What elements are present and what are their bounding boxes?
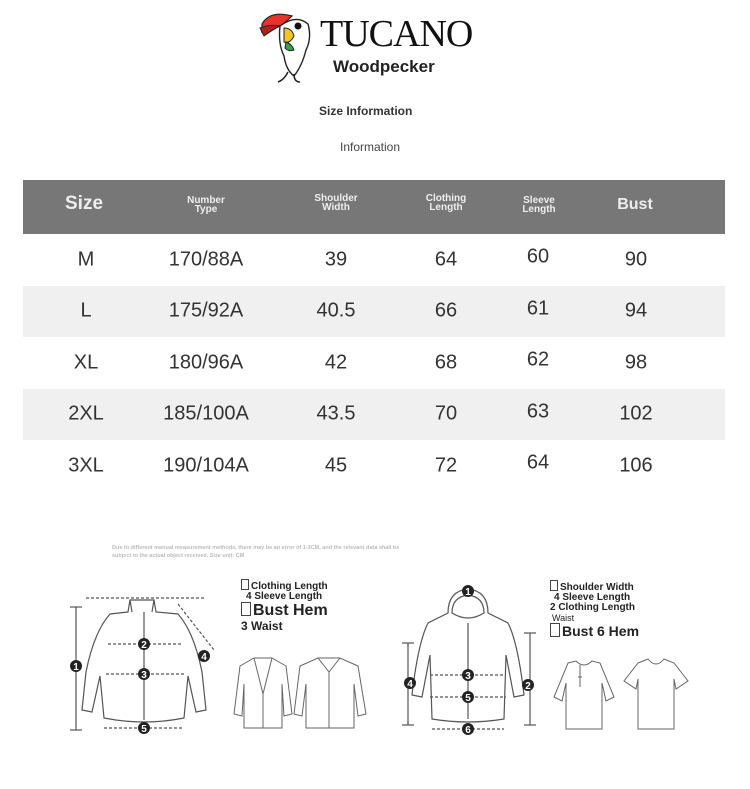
legend-sleeve-length: 4 Sleeve Length [246, 591, 323, 602]
legend-waist: 3 Waist [241, 619, 283, 633]
section-title: Size Information [319, 104, 413, 118]
cell-bust: 102 [619, 402, 653, 425]
box-glyph-icon [550, 580, 558, 591]
cell-bust: 90 [624, 248, 648, 271]
table-row [23, 389, 725, 441]
marker-label-2: 2 [525, 681, 531, 692]
measurement-disclaimer: Due to different manual measurement methods, there may be an error of 1-3CM, and the relevant data shall be subject to the actual object received. Size unit: CM [112, 545, 400, 559]
legend-bust-hem: Bust Hem [253, 602, 328, 619]
cell-sleeve-length: 64 [526, 451, 550, 474]
legend-shoulder-width: Shoulder Width [560, 582, 634, 593]
cell-number-type: 170/88A [168, 248, 244, 271]
cell-size: 2XL [68, 402, 104, 425]
marker-label-5: 5 [141, 724, 147, 735]
marker-label-2: 2 [141, 640, 147, 651]
marker-label-4: 4 [407, 679, 413, 690]
legend-clothing-length: 2 Clothing Length [550, 602, 635, 613]
brand-subtitle: Woodpecker [333, 57, 435, 76]
cell-bust: 94 [624, 299, 648, 322]
cell-shoulder-width: 42 [324, 351, 348, 374]
header-shoulder-width: Shoulder Width [314, 193, 358, 213]
box-glyph-icon [241, 602, 251, 616]
cell-sleeve-length: 60 [526, 245, 550, 268]
header-clothing-length: Clothing Length [425, 193, 467, 213]
blazer-shirt-sketches [232, 654, 372, 734]
size-table [23, 180, 725, 492]
cell-shoulder-width: 45 [324, 454, 348, 477]
hoodie-measurement-diagram [400, 583, 550, 743]
legend-sleeve-length: 4 Sleeve Length [554, 592, 631, 603]
marker-label-3: 3 [141, 670, 147, 681]
legend-left [241, 579, 328, 633]
marker-label-6: 6 [465, 725, 471, 736]
table-row [23, 234, 725, 286]
cell-sleeve-length: 62 [526, 348, 550, 371]
table-row [23, 337, 725, 389]
cell-clothing-length: 68 [434, 351, 458, 374]
cell-clothing-length: 64 [434, 248, 458, 271]
brand-name: TUCANO [320, 13, 473, 55]
toucan-logo-icon [250, 4, 320, 84]
table-header [23, 180, 725, 234]
box-glyph-icon [550, 623, 560, 637]
cell-clothing-length: 66 [434, 299, 458, 322]
marker-label-5: 5 [465, 693, 471, 704]
header-number-type: Number Type [187, 195, 225, 215]
box-glyph-icon [241, 579, 249, 590]
cell-size: L [80, 299, 92, 322]
cell-shoulder-width: 43.5 [316, 402, 356, 425]
cell-size: M [77, 248, 95, 271]
cell-size: XL [73, 351, 99, 374]
cell-bust: 106 [619, 454, 653, 477]
cell-sleeve-length: 63 [526, 400, 550, 423]
header-sleeve-length: Sleeve Length [522, 195, 556, 215]
cell-shoulder-width: 40.5 [316, 299, 356, 322]
cell-clothing-length: 72 [434, 454, 458, 477]
jacket-measurement-diagram [66, 592, 222, 742]
cell-bust: 98 [624, 351, 648, 374]
cell-shoulder-width: 39 [324, 248, 348, 271]
legend-waist: Waist [552, 613, 575, 623]
cell-sleeve-length: 61 [526, 297, 550, 320]
header-size: Size [65, 193, 104, 214]
cell-number-type: 185/100A [163, 402, 249, 425]
marker-label-1: 1 [465, 587, 471, 598]
header-bust: Bust [617, 196, 653, 213]
legend-clothing-length: Clothing Length [251, 581, 328, 592]
tshirt-sketches [550, 657, 690, 733]
table-row [23, 440, 725, 492]
legend-right [550, 580, 639, 639]
marker-label-4: 4 [201, 652, 207, 663]
legend-bust-hem: Bust 6 Hem [562, 623, 640, 639]
cell-number-type: 190/104A [163, 454, 249, 477]
table-row [23, 286, 725, 338]
cell-clothing-length: 70 [434, 402, 458, 425]
marker-label-3: 3 [465, 671, 471, 682]
marker-label-1: 1 [73, 662, 79, 673]
cell-number-type: 175/92A [168, 299, 244, 322]
cell-size: 3XL [68, 454, 104, 477]
section-subtitle: Information [340, 140, 401, 154]
cell-number-type: 180/96A [168, 351, 244, 374]
